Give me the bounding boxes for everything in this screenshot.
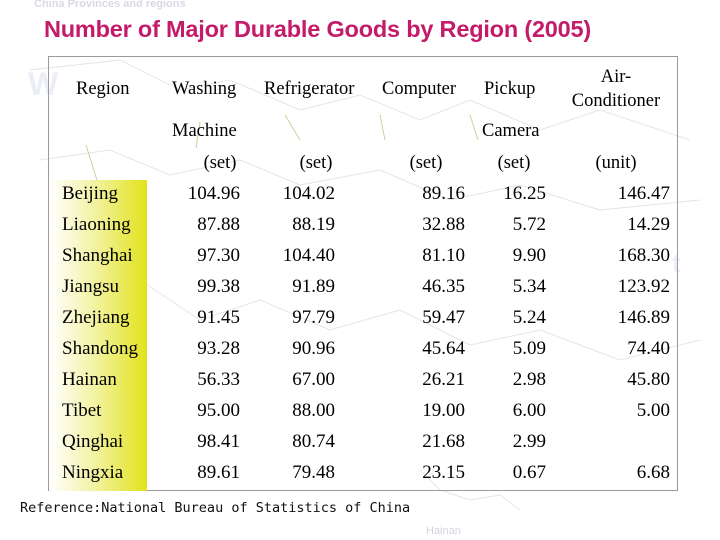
cell-camera: 5.34	[512, 276, 546, 297]
cell-ac: 146.47	[617, 183, 670, 204]
header-washing-unit: (set)	[203, 153, 237, 173]
reference-note: Reference:National Bureau of Statistics of China	[20, 500, 411, 516]
cell-washing: 95.00	[197, 400, 240, 421]
cell-computer: 59.47	[422, 307, 465, 328]
page-title: Number of Major Durable Goods by Region (2005)	[44, 16, 592, 42]
cell-refrigerator: 88.19	[292, 214, 335, 235]
cell-computer: 45.64	[422, 338, 465, 359]
cell-ac: 45.80	[627, 369, 670, 390]
cell-region: Liaoning	[62, 214, 131, 235]
cell-region: Shanghai	[62, 245, 133, 266]
cell-region: Hainan	[62, 369, 117, 390]
header-washing-line2: Machine	[172, 121, 237, 141]
cell-region: Beijing	[62, 183, 118, 204]
header-ac-line2: Conditioner	[571, 91, 661, 111]
cell-region: Zhejiang	[62, 307, 130, 328]
header-computer: Computer	[382, 79, 456, 99]
cell-washing: 91.45	[197, 307, 240, 328]
data-table	[48, 56, 678, 491]
cell-camera: 2.99	[512, 431, 546, 452]
cell-refrigerator: 79.48	[292, 462, 335, 483]
cell-washing: 97.30	[197, 245, 240, 266]
header-pickup-unit: (set)	[497, 153, 531, 173]
svg-text:W: W	[28, 66, 59, 102]
cell-region: Qinghai	[62, 431, 124, 452]
cell-computer: 26.21	[422, 369, 465, 390]
cell-washing: 99.38	[197, 276, 240, 297]
cell-refrigerator: 80.74	[292, 431, 335, 452]
cell-washing: 87.88	[197, 214, 240, 235]
cell-ac: 74.40	[627, 338, 670, 359]
cell-ac: 5.00	[636, 400, 670, 421]
cell-refrigerator: 97.79	[292, 307, 335, 328]
cell-refrigerator: 88.00	[292, 400, 335, 421]
cell-refrigerator: 67.00	[292, 369, 335, 390]
cell-region: Ningxia	[62, 462, 124, 483]
cell-computer: 81.10	[422, 245, 465, 266]
cell-washing: 98.41	[197, 431, 240, 452]
map-watermark-text: China Provinces and regions	[34, 0, 186, 10]
header-computer-unit: (set)	[409, 153, 443, 173]
svg-text:t: t	[672, 248, 681, 278]
header-refrigerator-unit: (set)	[299, 153, 333, 173]
cell-camera: 5.72	[512, 214, 546, 235]
header-pickup-line1: Pickup	[484, 79, 536, 99]
cell-region: Jiangsu	[62, 276, 119, 297]
header-pickup-line2: Camera	[482, 121, 540, 141]
cell-computer: 89.16	[422, 183, 465, 204]
cell-washing: 89.61	[197, 462, 240, 483]
cell-camera: 0.67	[512, 462, 546, 483]
header-ac-unit: (unit)	[595, 153, 637, 173]
cell-refrigerator: 104.40	[282, 245, 335, 266]
header-refrigerator: Refrigerator	[264, 79, 355, 99]
cell-refrigerator: 104.02	[282, 183, 335, 204]
cell-camera: 5.09	[512, 338, 546, 359]
cell-computer: 19.00	[422, 400, 465, 421]
cell-ac: 123.92	[617, 276, 670, 297]
cell-region: Shandong	[62, 338, 138, 359]
cell-refrigerator: 90.96	[292, 338, 335, 359]
cell-camera: 5.24	[512, 307, 546, 328]
header-ac-line1: Air-	[600, 67, 632, 87]
cell-washing: 93.28	[197, 338, 240, 359]
cell-camera: 6.00	[512, 400, 546, 421]
cell-ac: 6.68	[636, 462, 670, 483]
cell-computer: 21.68	[422, 431, 465, 452]
cell-computer: 46.35	[422, 276, 465, 297]
map-label-hainan: Hainan	[426, 525, 461, 537]
cell-computer: 23.15	[422, 462, 465, 483]
cell-camera: 2.98	[512, 369, 546, 390]
cell-camera: 16.25	[503, 183, 546, 204]
cell-camera: 9.90	[512, 245, 546, 266]
cell-washing: 104.96	[187, 183, 240, 204]
cell-region: Tibet	[62, 400, 102, 421]
header-washing-line1: Washing	[172, 79, 237, 99]
cell-washing: 56.33	[197, 369, 240, 390]
cell-ac: 14.29	[627, 214, 670, 235]
cell-computer: 32.88	[422, 214, 465, 235]
cell-refrigerator: 91.89	[292, 276, 335, 297]
header-region: Region	[76, 79, 130, 99]
cell-ac: 168.30	[617, 245, 670, 266]
cell-ac: 146.89	[617, 307, 670, 328]
